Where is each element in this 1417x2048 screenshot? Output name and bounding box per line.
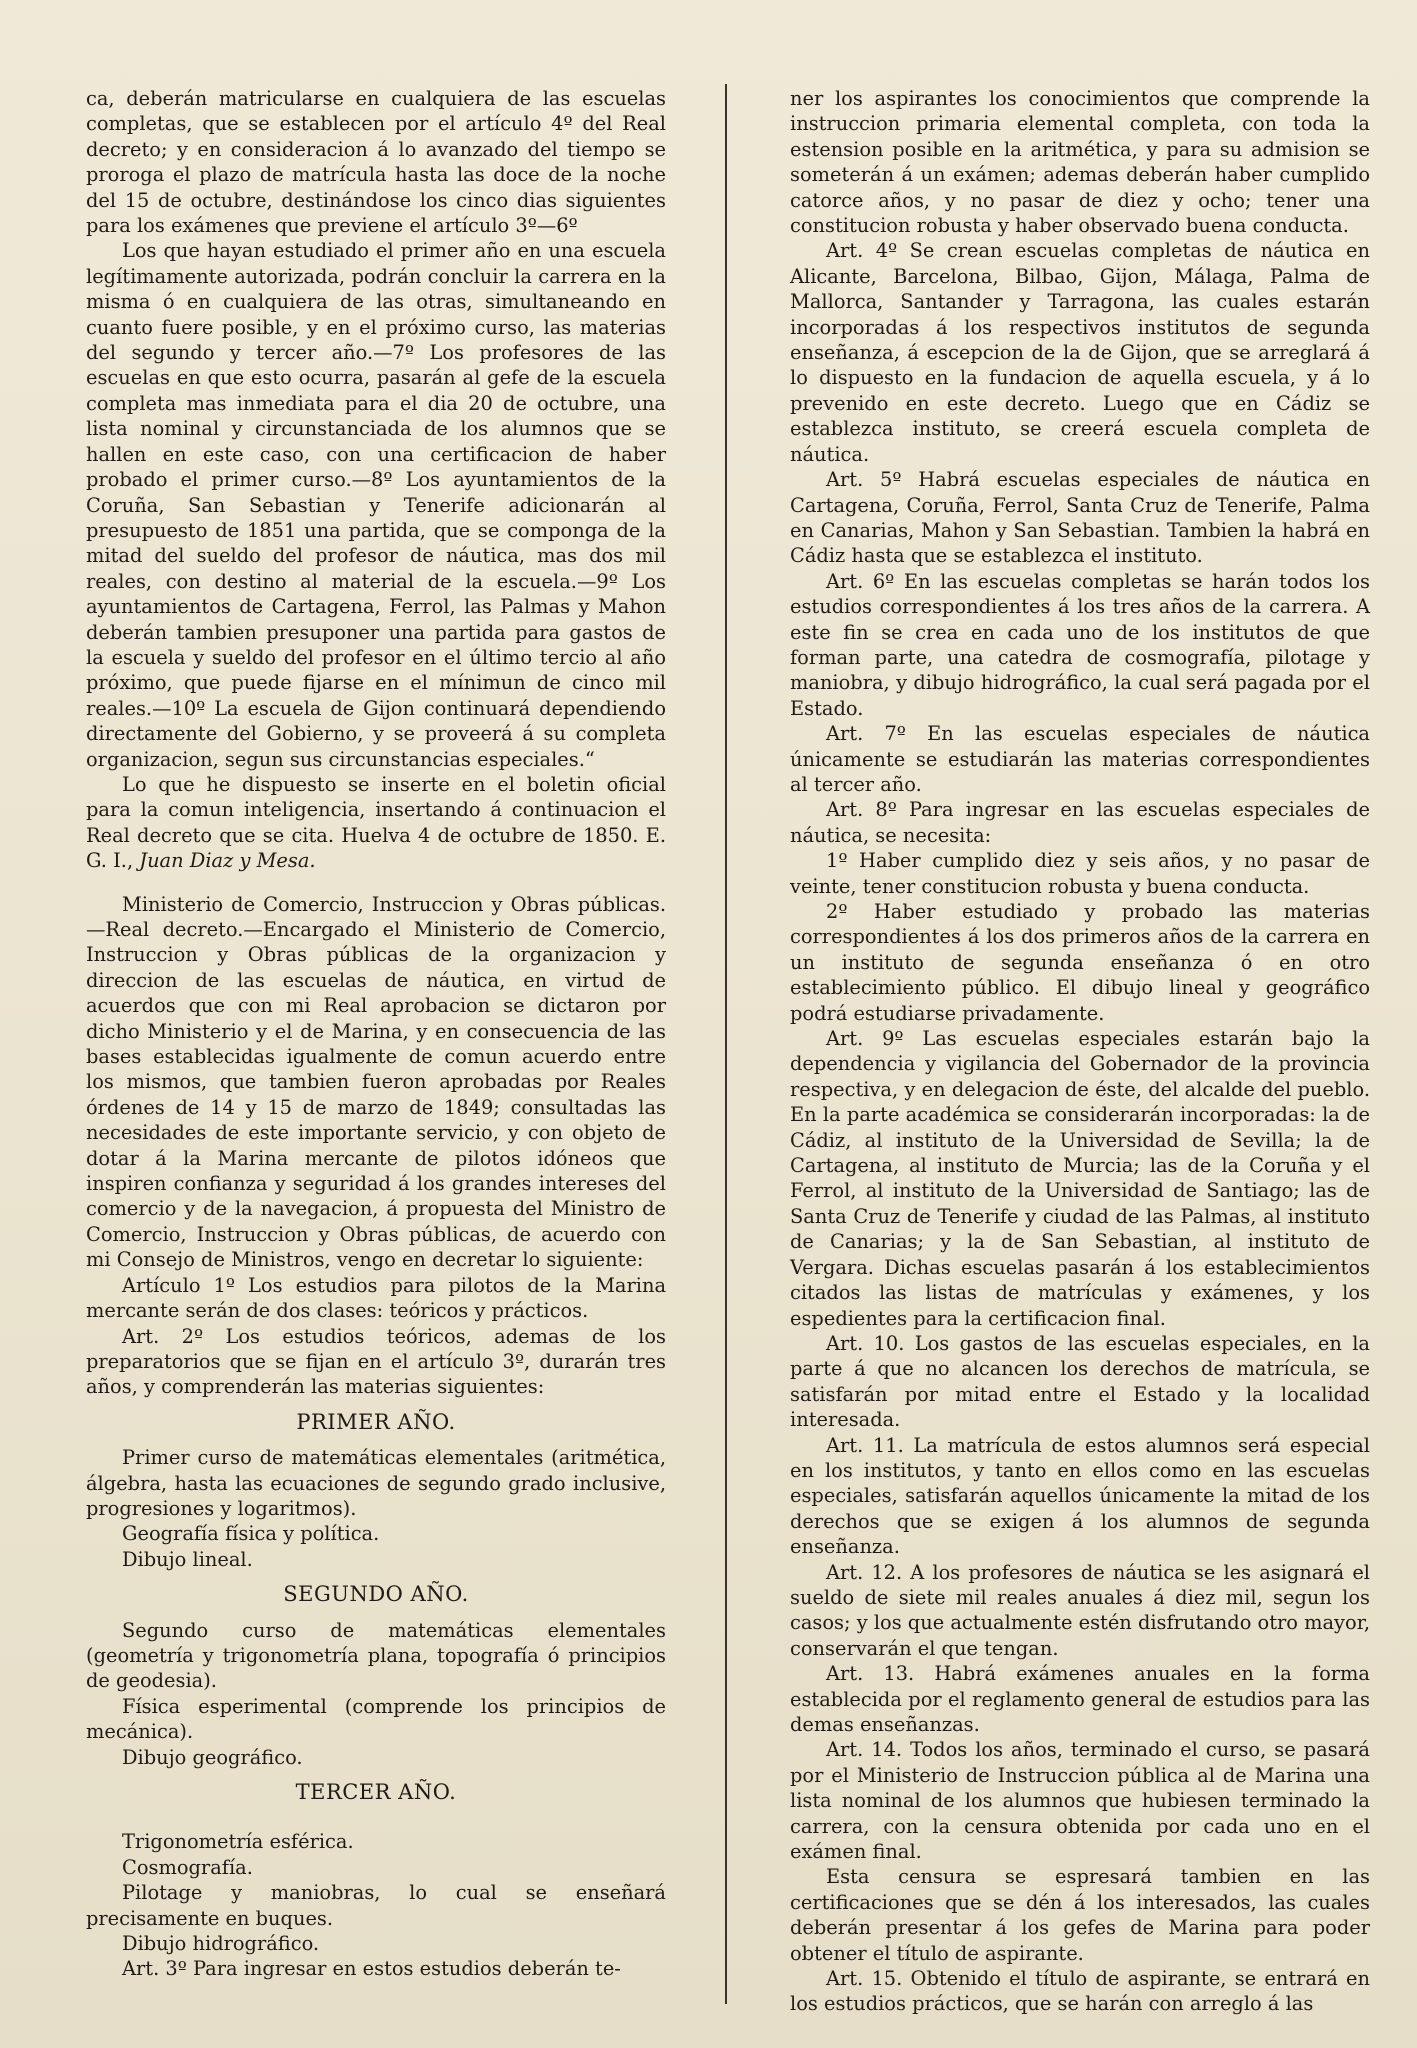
paragraph: Art. 9º Las escuelas especiales estarán bajo la dependencia y vigilancia del Gobernador de la provincia respectiva, y en delegacion de éste, del alcalde del pueblo. En la parte académica se considerarán incorporadas: la de Cádiz, al instituto de la Universidad de Sevilla; la de Cartagena, al instituto de Murcia; las de la Coruña y el Ferrol, al instituto de la Universidad de Santiago; las de Santa Cruz de Tenerife y ciudad de las Palmas, al instituto de Canarias; y la de San Sebastian, al instituto de Vergara. Dichas escuelas pasarán á los establecimientos citados las listas de matrículas y exámenes, y los espedientes para la certificacion final. xyxy=(790,1027,1370,1330)
paragraph-text: Lo que he dispuesto se inserte en el boletin oficial para la comun inteligencia, insertando á continuacion el Real decreto que se cita. Huelva 4 de octubre de 1850. E. G. I., xyxy=(86,772,666,873)
paragraph: Art. 8º Para ingresar en las escuelas especiales de náutica, se necesita: xyxy=(790,798,1370,847)
list-item: Cosmografía. xyxy=(122,1855,253,1879)
paragraph: Los que hayan estudiado el primer año en una escuela legítimamente autorizada, podrán concluir la carrera en la misma ó en cualquiera de las otras, simultaneando en cuanto fuere posible, y en el próximo curso, las materias del segundo y tercer año.—7º Los profesores de las escuelas en que esto ocurra, pasarán al gefe de la escuela completa mas inmediata para el dia 20 de octubre, una lista nominal y circunstanciada de los alumnos que se hallen en este caso, con una certificacion de haber probado el primer curso.—8º Los ayuntamientos de la Coruña, San Sebastian y Tenerife adicionarán al presupuesto de 1851 una partida, que se componga de la mitad del sueldo del profesor de náutica, mas dos mil reales, con destino al material de la escuela.—9º Los ayuntamientos de Cartagena, Ferrol, las Palmas y Mahon deberán tambien presuponer una partida para gastos de la escuela y sueldo del profesor en el último tercio al año próximo, que puede fijarse en el mínimun de cinco mil reales.—10º La escuela de Gijon continuará dependiendo directamente del Gobierno, y se proveerá á su completa organizacion, segun sus circunstancias especiales.“ xyxy=(86,239,666,771)
paragraph: Art. 10. Los gastos de las escuelas especiales, en la parte á que no alcancen los derechos de matrícula, se satisfarán por mitad entre el Estado y la localidad interesada. xyxy=(790,1331,1370,1432)
list-item: Dibujo lineal. xyxy=(122,1547,253,1571)
paragraph: Art. 4º Se crean escuelas completas de náutica en Alicante, Barcelona, Bilbao, Gijon, Málaga, Palma de Mallorca, Santander y Tarragona, las cuales estarán incorporadas á los respectivos institutos de segunda enseñanza, á escepcion de la de Gijon, que se arreglará á lo dispuesto en la fundacion de aquella escuela, y á lo prevenido en este decreto. Luego que en Cádiz se establezca instituto, se creerá escuela completa de náutica. xyxy=(790,239,1370,466)
list-item: Primer curso de matemáticas elementales (aritmética, álgebra, hasta las ecuaciones de segundo grado inclusive, progresiones y logaritmos). xyxy=(86,1446,666,1520)
paragraph: Art. 7º En las escuelas especiales de náutica únicamente se estudiarán las materias correspondientes al tercer año. xyxy=(790,722,1370,796)
paragraph: 1º Haber cumplido diez y seis años, y no pasar de veinte, tener constitucion robusta y buena conducta. xyxy=(790,849,1370,898)
section-heading: PRIMER AÑO. xyxy=(296,1409,456,1434)
paragraph: ca, deberán matricularse en cualquiera de las escuelas completas, que se establecen por el artículo 4º del Real decreto; y en consideracion á lo avanzado del tiempo se proroga el plazo de matrícula hasta las doce de la noche del 15 de octubre, destinándose los cinco dias siguientes para los exámenes que previene el artículo 3º—6º xyxy=(86,87,666,238)
right-column xyxy=(790,86,1370,2017)
paragraph: Art. 14. Todos los años, terminado el curso, se pasará por el Ministerio de Instruccion pública al de Marina una lista nominal de los alumnos que hubiesen terminado la carrera, con la censura obtenida por cada uno en el exámen final. xyxy=(790,1738,1370,1864)
paragraph: ner los aspirantes los conocimientos que comprende la instruccion primaria elemental completa, con toda la estension posible en la aritmética, y para su admision se someterán á un exámen; ademas deberán haber cumplido catorce años, y no pasar de diez y ocho; tener una constitucion robusta y haber observado buena conducta. xyxy=(790,87,1370,238)
section-heading: SEGUNDO AÑO. xyxy=(283,1582,469,1607)
paragraph: Ministerio de Comercio, Instruccion y Obras públicas.—Real decreto.—Encargado el Ministerio de Comercio, Instruccion y Obras públicas de la organizacion y direccion de las escuelas de náutica, en virtud de acuerdos que con mi Real aprobacion se dictaron por dicho Ministerio y el de Marina, y en consecuencia de las bases establecidas igualmente de comun acuerdo entre los mismos, que tambien fueron aprobadas por Reales órdenes de 14 y 15 de marzo de 1849; consultadas las necesidades de este importante servicio, y con objeto de dotar á la Marina mercante de pilotos idóneos que inspiren confianza y seguridad á los grandes intereses del comercio y de la navegacion, á propuesta del Ministro de Comercio, Instruccion y Obras públicas, de acuerdo con mi Consejo de Ministros, vengo en decretar lo siguiente: xyxy=(86,892,666,1272)
paragraph: Art. 13. Habrá exámenes anuales en la forma establecida por el reglamento general de estudios para las demas enseñanzas. xyxy=(790,1662,1370,1736)
paragraph xyxy=(86,772,666,874)
list-item: Pilotage y maniobras, lo cual se enseñará precisamente en buques. xyxy=(86,1881,666,1930)
list-item: Geografía física y política. xyxy=(122,1522,380,1546)
paragraph: Artículo 1º Los estudios para pilotos de la Marina mercante serán de dos clases: teóricos y prácticos. xyxy=(86,1273,666,1323)
list-item: Física esperimental (comprende los principios de mecánica). xyxy=(86,1694,666,1744)
section-heading: TERCER AÑO. xyxy=(295,1780,457,1804)
left-column xyxy=(86,86,666,1982)
paragraph: Art. 15. Obtenido el título de aspirante, se entrará en los estudios prácticos, que se harán con arreglo á las xyxy=(790,1967,1370,2016)
signature: Juan Diaz y Mesa. xyxy=(139,849,316,873)
list-item: Segundo curso de matemáticas elementales (geometría y trigonometría plana, topografía ó principios de geodesia). xyxy=(86,1618,666,1693)
paragraph: 2º Haber estudiado y probado las materias correspondientes á los dos primeros años de la carrera en un instituto de segunda enseñanza ó en otro establecimiento público. El dibujo lineal y geográfico podrá estudiarse privadamente. xyxy=(790,900,1370,1025)
paragraph: Art. 12. A los profesores de náutica se les asignará el sueldo de siete mil reales anuales á diez mil, segun los casos; y los que actualmente estén disfrutando otro mayor, conservarán el que tengan. xyxy=(790,1560,1370,1660)
paragraph: Esta censura se espresará tambien en las certificaciones que se dén á los interesados, las cuales deberán presentar á los gefes de Marina para poder obtener el título de aspirante. xyxy=(790,1865,1370,1965)
column-divider xyxy=(725,84,727,2004)
paragraph: Art. 6º En las escuelas completas se harán todos los estudios correspondientes á los tres años de la carrera. A este fin se crea en cada uno de los institutos de que forman parte, una catedra de cosmografía, pilotage y maniobra, y dibujo hidrográfico, la cual será pagada por el Estado. xyxy=(790,569,1370,720)
paragraph: Art. 2º Los estudios teóricos, ademas de los preparatorios que se fijan en el artículo 3º, durarán tres años, y comprenderán las materias siguientes: xyxy=(86,1324,666,1399)
list-item: Trigonometría esférica. xyxy=(122,1830,354,1854)
paragraph: Art. 5º Habrá escuelas especiales de náutica en Cartagena, Coruña, Ferrol, Santa Cruz de Tenerife, Palma en Canarias, Mahon y San Sebastian. Tambien la habrá en Cádiz hasta que se establezca el instituto. xyxy=(790,468,1370,568)
list-item: Dibujo hidrográfico. xyxy=(122,1932,320,1956)
list-item: Dibujo geográfico. xyxy=(122,1745,303,1769)
paragraph: Art. 3º Para ingresar en estos estudios deberán te- xyxy=(122,1957,621,1981)
paragraph: Art. 11. La matrícula de estos alumnos será especial en los institutos, y tanto en ellos como en las escuelas especiales, satisfarán aquellos únicamente la mitad de los derechos que se exigen á los alumnos de segunda enseñanza. xyxy=(790,1433,1370,1559)
